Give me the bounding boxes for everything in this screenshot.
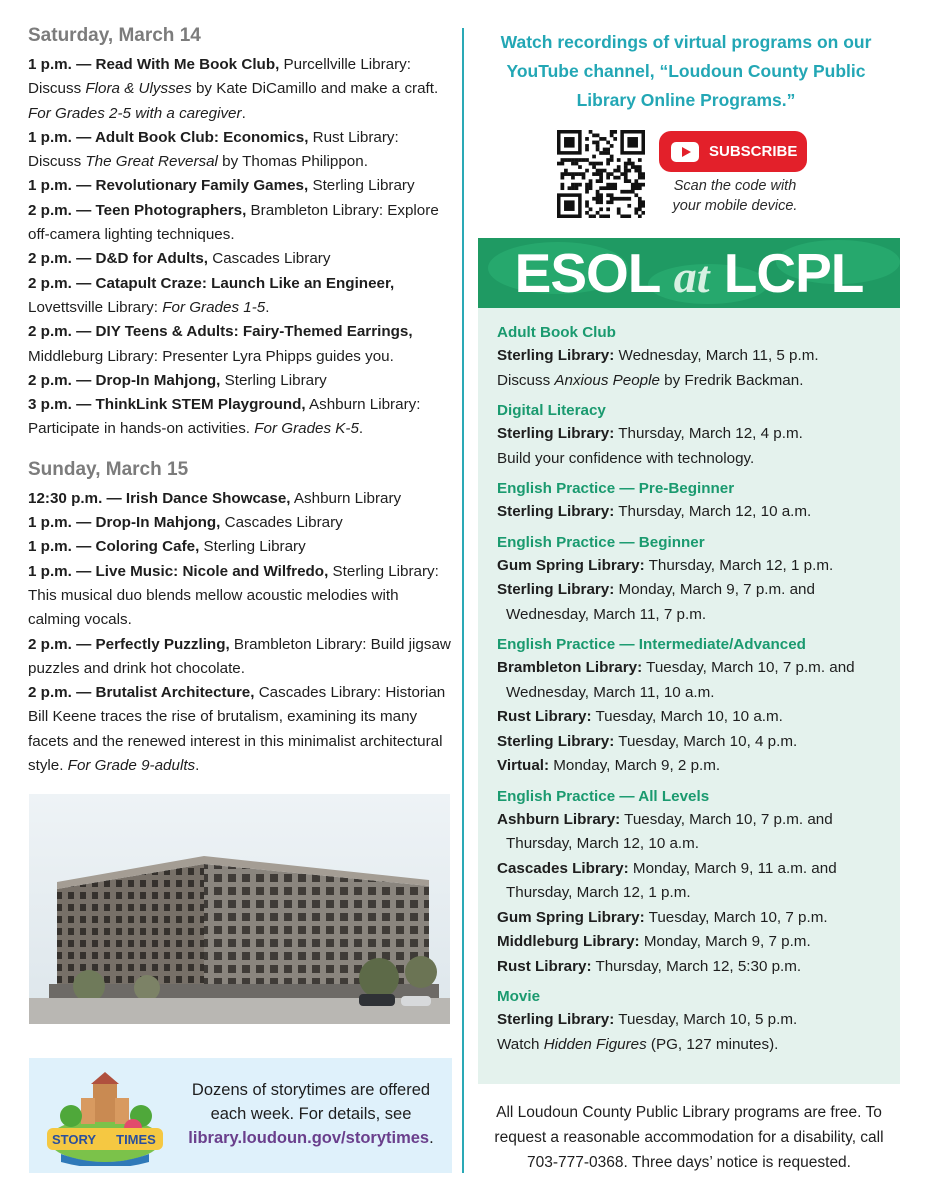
youtube-callout: Watch recordings of virtual programs on our YouTube channel, “Loudoun County Public Library Online Programs.” <box>500 32 872 110</box>
event-location: Ashburn Library <box>290 489 402 507</box>
left-column <box>28 24 453 778</box>
event-book-title: Flora & Ulysses <box>85 80 192 98</box>
event-description: Build jigsaw puzzles and drink hot chocolate. <box>28 635 451 677</box>
event-item <box>28 174 453 198</box>
footer-note: All Loudoun County Public Library programs are free. To request a reasonable accommodation for a disability, call 703-777-0368. Three days’ notice is requested. <box>494 1104 884 1171</box>
esol-line-text: Tuesday, March 10, 4 p.m. <box>614 732 798 750</box>
esol-line-text: Tuesday, March 10, 7 p.m. <box>644 908 828 926</box>
event-location: Sterling Library <box>220 371 327 389</box>
esol-library-name: Sterling Library: <box>497 347 615 364</box>
storytimes-box <box>29 1058 452 1173</box>
esol-program-title: English Practice — Intermediate/Advanced <box>497 636 806 653</box>
event-location: Cascades Library: <box>254 684 382 702</box>
storytimes-logo-word1: STORY <box>51 1132 97 1147</box>
event-location: Rust Library: <box>308 128 399 146</box>
column-divider <box>462 28 464 1173</box>
scan-instruction: Scan the code with your mobile device. <box>672 178 798 214</box>
esol-program-title: Digital Literacy <box>497 402 606 419</box>
event-item <box>28 199 453 248</box>
event-time-title: 2 p.m. — Drop-In Mahjong, <box>28 371 221 389</box>
esol-line-text: Tuesday, March 10, 7 p.m. and <box>620 810 833 828</box>
event-description: Historian Bill Keene traces the rise of brutalism, examining its many facets and the renewed interest in this minimalist architectural style. <box>28 684 446 775</box>
esol-library-name: Sterling Library: <box>497 503 615 520</box>
event-time-title: 2 p.m. — Catapult Craze: Launch Like an Engineer, <box>28 274 395 292</box>
esol-program-line <box>497 730 897 755</box>
esol-line-text: Discuss <box>497 371 555 389</box>
esol-program-line <box>497 754 897 779</box>
event-item <box>28 53 453 126</box>
event-time-title: 1 p.m. — Live Music: Nicole and Wilfredo, <box>28 562 329 580</box>
esol-line-text: Monday, March 9, 11 a.m. and <box>628 859 837 877</box>
esol-library-name: Middleburg Library: <box>497 933 640 950</box>
event-time-title: 2 p.m. — Perfectly Puzzling, <box>28 635 230 653</box>
esol-program-line <box>497 857 897 882</box>
event-time-title: 3 p.m. — ThinkLink STEM Playground, <box>28 396 306 414</box>
esol-line-text: Thursday, March 12, 1 p.m. <box>506 884 691 901</box>
event-description: This musical duo blends mellow acoustic melodies with calming vocals. <box>28 586 399 629</box>
esol-line-text: Monday, March 9, 2 p.m. <box>549 757 721 774</box>
esol-program-line <box>497 930 897 955</box>
esol-title-part1: ESOL <box>514 242 660 304</box>
event-time-title: 2 p.m. — D&D for Adults, <box>28 250 209 268</box>
event-location: Ashburn Library: <box>305 396 421 414</box>
esol-line-text-after: (PG, 127 minutes). <box>646 1035 779 1053</box>
esol-program-line <box>497 422 897 447</box>
esol-title <box>478 242 900 308</box>
saturday-heading: Saturday, March 14 <box>28 25 201 46</box>
esol-library-name: Brambleton Library: <box>497 659 643 676</box>
event-book-title: The Great Reversal <box>85 153 218 171</box>
event-description: Discuss <box>28 80 86 98</box>
esol-library-name: Rust Library: <box>497 957 592 975</box>
event-time-title: 1 p.m. — Revolutionary Family Games, <box>28 177 309 195</box>
esol-program-line <box>497 705 897 730</box>
event-audience-note: For Grades K-5 <box>254 420 359 438</box>
storytimes-logo-word2: TIMES <box>116 1132 156 1147</box>
event-item <box>28 247 453 271</box>
event-item <box>28 535 453 559</box>
esol-program-line <box>497 955 897 980</box>
esol-line-text: Tuesday, March 10, 7 p.m. and <box>642 659 855 676</box>
subscribe-button[interactable] <box>659 131 807 172</box>
esol-program-line <box>497 603 897 628</box>
esol-line-text: Thursday, March 12, 10 a.m. <box>614 503 812 520</box>
event-location: Sterling Library: <box>328 562 439 580</box>
event-location: Brambleton Library: <box>229 635 367 653</box>
event-location: Purcellville Library: <box>279 56 411 73</box>
event-time-title: 1 p.m. — Adult Book Club: Economics, <box>28 128 309 146</box>
event-location: Sterling Library <box>308 177 415 195</box>
esol-program-line <box>497 344 897 369</box>
esol-program-line <box>497 500 897 525</box>
event-time-title: 2 p.m. — DIY Teens & Adults: Fairy-Themed Earrings, <box>28 323 413 341</box>
event-item <box>28 487 453 511</box>
event-location: Cascades Library <box>220 514 343 532</box>
youtube-play-icon <box>671 142 699 162</box>
event-item <box>28 560 453 633</box>
storytimes-end: . <box>429 1129 434 1147</box>
esol-line-text: Wednesday, March 11, 5 p.m. <box>614 347 819 364</box>
event-item <box>28 126 453 175</box>
esol-library-name: Sterling Library: <box>497 1011 615 1028</box>
esol-program-list <box>497 322 897 1057</box>
esol-line-text: Tuesday, March 10, 5 p.m. <box>614 1011 798 1028</box>
esol-library-name: Cascades Library: <box>497 859 629 877</box>
esol-title-part2: LCPL <box>723 242 864 304</box>
event-description: Presenter Lyra Phipps guides you. <box>158 347 394 365</box>
event-time-title: 1 p.m. — Coloring Cafe, <box>28 538 200 556</box>
esol-program-title: English Practice — Beginner <box>497 533 705 551</box>
esol-program-line <box>497 554 897 579</box>
esol-library-name: Gum Spring Library: <box>497 556 645 574</box>
esol-program-line <box>497 808 897 833</box>
event-description-cont: by Thomas Philippon. <box>217 153 368 171</box>
esol-line-text: Monday, March 9, 7 p.m. and <box>614 581 815 598</box>
storytimes-logo <box>41 1070 169 1166</box>
event-location: Middleburg Library: <box>28 347 158 365</box>
esol-line-text: Thursday, March 12, 5:30 p.m. <box>591 957 802 975</box>
esol-title-at: at <box>673 251 710 302</box>
storytimes-link[interactable]: library.loudoun.gov/storytimes <box>188 1129 430 1147</box>
saturday-event-list <box>28 53 453 442</box>
storytimes-text <box>179 1078 443 1150</box>
event-description: Participate in hands-on activities. <box>28 420 255 438</box>
esol-line-text: Build your confidence with technology. <box>497 449 755 467</box>
sunday-heading: Sunday, March 15 <box>28 458 189 480</box>
event-time-title: 2 p.m. — Brutalist Architecture, <box>28 684 255 702</box>
esol-line-text-after: by Fredrik Backman. <box>659 371 804 389</box>
subscribe-label: SUBSCRIBE <box>709 143 798 160</box>
event-description: Explore off-camera lighting techniques. <box>28 201 439 244</box>
esol-program-title: English Practice — All Levels <box>497 787 710 805</box>
esol-library-name: Sterling Library: <box>497 581 615 598</box>
event-audience-note: For Grade 9-adults <box>67 757 196 775</box>
esol-program-line <box>497 906 897 931</box>
event-location: Sterling Library <box>199 538 306 556</box>
event-punctuation: . <box>195 757 200 775</box>
esol-program-line <box>497 1033 897 1058</box>
event-description: Discuss <box>28 153 86 171</box>
event-location: Brambleton Library: <box>246 201 384 219</box>
event-item <box>28 272 453 321</box>
esol-library-name: Sterling Library: <box>497 425 615 442</box>
event-time-title: 12:30 p.m. — Irish Dance Showcase, <box>28 489 291 507</box>
esol-library-name: Ashburn Library: <box>497 810 621 828</box>
event-item <box>28 511 453 535</box>
event-punctuation: . <box>265 298 270 316</box>
esol-line-text: Tuesday, March 10, 10 a.m. <box>591 708 783 725</box>
event-item <box>28 681 453 778</box>
event-time-title: 1 p.m. — Drop-In Mahjong, <box>28 514 221 532</box>
event-item <box>28 393 453 442</box>
esol-library-name: Rust Library: <box>497 708 592 725</box>
brutalist-building-photo <box>29 794 450 1024</box>
esol-line-text: Wednesday, March 11, 10 a.m. <box>506 683 715 701</box>
event-location: Lovettsville Library: <box>28 298 158 316</box>
event-punctuation: . <box>241 104 246 122</box>
event-item <box>28 369 453 393</box>
event-punctuation: . <box>358 420 364 438</box>
event-item <box>28 633 453 682</box>
qr-code[interactable] <box>557 130 645 218</box>
esol-program-title: English Practice — Pre-Beginner <box>497 480 735 497</box>
esol-title-italic: Hidden Figures <box>543 1035 647 1053</box>
esol-program-title: Adult Book Club <box>497 324 616 341</box>
esol-program-line <box>497 656 897 681</box>
esol-banner <box>478 238 900 308</box>
esol-line-text: Thursday, March 12, 10 a.m. <box>506 835 700 852</box>
storytimes-description: Dozens of storytimes are offered each week. For details, see <box>191 1081 431 1123</box>
esol-line-text: Thursday, March 12, 1 p.m. <box>644 556 834 574</box>
event-description-cont: by Kate DiCamillo and make a craft. <box>191 80 439 98</box>
esol-program-line <box>497 832 897 857</box>
event-audience-note: For Grades 2-5 with a caregiver <box>28 104 242 122</box>
event-item <box>28 320 453 369</box>
esol-program-line <box>497 447 897 472</box>
esol-line-text: Wednesday, March 11, 7 p.m. <box>506 605 707 623</box>
esol-program-line <box>497 681 897 706</box>
esol-library-name: Virtual: <box>497 757 550 774</box>
esol-line-text: Monday, March 9, 7 p.m. <box>639 933 811 950</box>
event-time-title: 1 p.m. — Read With Me Book Club, <box>28 56 280 73</box>
event-time-title: 2 p.m. — Teen Photographers, <box>28 201 247 219</box>
esol-library-name: Sterling Library: <box>497 732 615 750</box>
esol-line-text: Watch <box>497 1035 544 1053</box>
esol-program-line <box>497 578 897 603</box>
esol-title-italic: Anxious People <box>554 371 660 389</box>
esol-line-text: Thursday, March 12, 4 p.m. <box>614 425 803 442</box>
esol-program-title: Movie <box>497 988 541 1005</box>
event-audience-note: For Grades 1-5 <box>162 298 266 316</box>
esol-program-line <box>497 369 897 394</box>
sunday-event-list <box>28 487 453 779</box>
esol-library-name: Gum Spring Library: <box>497 908 645 926</box>
esol-program-line <box>497 881 897 906</box>
esol-program-line <box>497 1008 897 1033</box>
event-location: Cascades Library <box>208 250 331 268</box>
